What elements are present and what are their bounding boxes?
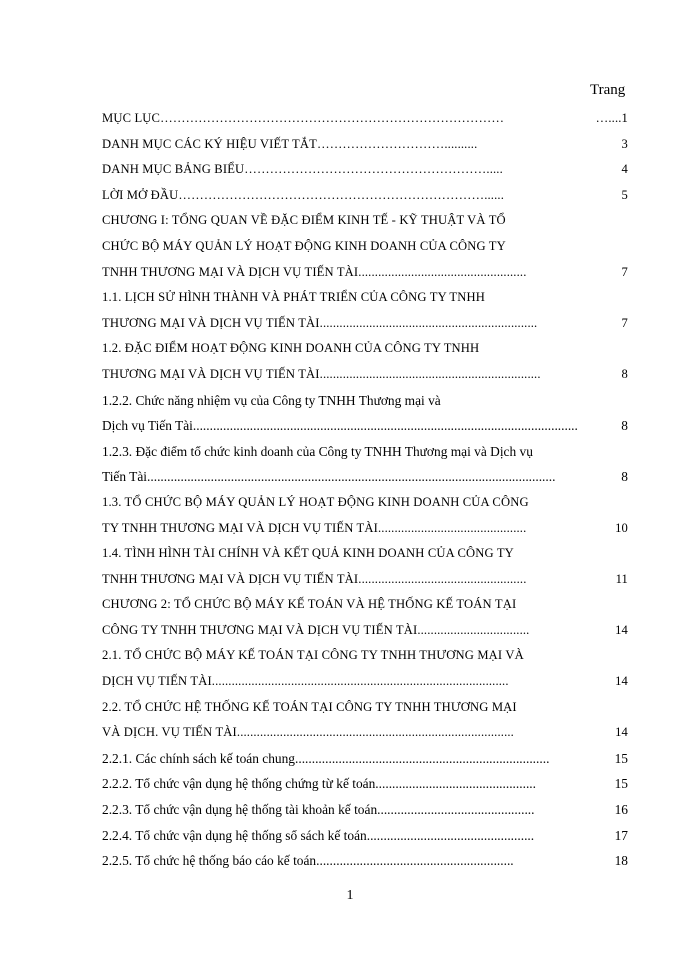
toc-page: 5 — [621, 187, 628, 202]
toc-text: 2.2.4. Tổ chức vận dụng hệ thống sổ sách kế toán — [102, 827, 367, 843]
toc-text: Tiến Tài — [102, 469, 148, 485]
toc-line — [102, 720, 628, 746]
toc-line: 1.3. TỔ CHỨC BỘ MÁY QUẢN LÝ HOẠT ĐỘNG KINH DOANH CỦA CÔNG — [102, 494, 529, 509]
toc-page: …....1 — [595, 111, 628, 125]
toc-leader: ................................................ — [375, 776, 536, 792]
toc-text: Dịch vụ Tiến Tài — [102, 418, 193, 434]
toc-line: 1.1. LỊCH SỬ HÌNH THÀNH VÀ PHÁT TRIỂN CỦA CÔNG TY TNHH — [102, 290, 485, 305]
toc-line: 2.1. TỔ CHỨC BỘ MÁY KẾ TOÁN TẠI CÔNG TY TNHH THƯƠNG MẠI VÀ — [102, 648, 524, 663]
toc-line — [102, 106, 628, 132]
toc-line — [102, 311, 628, 337]
toc-page: 15 — [614, 750, 628, 766]
toc-leader — [504, 183, 620, 209]
toc-line — [102, 618, 628, 644]
toc-line — [102, 362, 628, 388]
toc-line: 1.4. TÌNH HÌNH TÀI CHÍNH VÀ KẾT QUẢ KINH DOANH CỦA CÔNG TY — [102, 546, 514, 561]
toc-page: 7 — [621, 264, 628, 279]
toc-leader: ................................................................... — [319, 366, 541, 381]
toc-page: 3 — [621, 136, 628, 151]
toc-line — [102, 132, 628, 158]
toc-page: 8 — [621, 418, 628, 434]
toc-leader: ................................................... — [358, 571, 527, 586]
toc-page: 7 — [621, 315, 628, 330]
toc-line: CHƯƠNG 2: TỔ CHỨC BỘ MÁY KẾ TOÁN VÀ HỆ THỐNG KẾ TOÁN TẠI — [102, 597, 517, 612]
toc-line: 2.2. TỔ CHỨC HỆ THỐNG KẾ TOÁN TẠI CÔNG TY TNHH THƯƠNG MẠI — [102, 699, 517, 714]
toc-page: 8 — [621, 366, 628, 381]
toc-line — [102, 848, 628, 874]
toc-line — [102, 746, 628, 772]
toc-line: CHỨC BỘ MÁY QUẢN LÝ HOẠT ĐỘNG KINH DOANH CỦA CÔNG TY — [102, 238, 506, 253]
toc-leader: .................................. — [417, 622, 530, 637]
toc-line — [102, 797, 628, 823]
toc-page: 17 — [614, 827, 628, 843]
toc-text: 2.2.1. Các chính sách kế toán chung — [102, 750, 295, 766]
toc-line — [102, 516, 628, 542]
toc-leader: ................................................... — [358, 264, 527, 279]
toc-leader: .................................................................. — [319, 315, 538, 330]
toc-text: DANH MỤC BẢNG BIỂU…………………………………………………..... — [102, 162, 503, 177]
toc-line — [102, 413, 628, 439]
toc-page: 16 — [614, 802, 628, 818]
toc-page: 14 — [615, 725, 628, 740]
toc-text: DANH MỤC CÁC KÝ HIỆU VIẾT TẮT………………………….......... — [102, 136, 478, 151]
toc-leader: ............................................... — [377, 802, 535, 818]
toc-page: 14 — [615, 674, 628, 689]
toc-text: CÔNG TY TNHH THƯƠNG MẠI VÀ DỊCH VỤ TIẾN TÀI — [102, 622, 418, 637]
toc-text: 2.2.5. Tổ chức hệ thống báo cáo kế toán — [102, 853, 317, 869]
toc-page: 11 — [615, 571, 628, 586]
toc-line — [102, 669, 628, 695]
toc-line — [102, 183, 628, 209]
toc-page: 15 — [614, 776, 628, 792]
toc-leader: .......................................................................................... — [211, 674, 509, 689]
toc-line — [102, 567, 628, 593]
toc-leader: .................................................................................... — [236, 725, 514, 740]
toc-line — [102, 157, 628, 183]
toc-leader — [504, 106, 593, 132]
toc-text: 2.2.3. Tổ chức vận dụng hệ thống tài khoản kế toán — [102, 802, 378, 818]
toc-text: TNHH THƯƠNG MẠI VÀ DỊCH VỤ TIẾN TÀI — [102, 571, 359, 586]
toc-text: DỊCH VỤ TIẾN TÀI — [102, 674, 212, 689]
toc-line: 1.2. ĐẶC ĐIỂM HOẠT ĐỘNG KINH DOANH CỦA CÔNG TY TNHH — [102, 341, 480, 356]
toc-line — [102, 260, 628, 286]
toc-leader — [477, 132, 619, 158]
toc-line — [102, 771, 628, 797]
page-label-trang: Trang — [590, 82, 626, 98]
toc-text: MỤC LỤC……………………………………………………………………… — [102, 111, 505, 125]
toc-leader: ............................................. — [377, 520, 527, 535]
table-of-contents — [102, 106, 628, 874]
toc-line: CHƯƠNG I: TỔNG QUAN VỀ ĐẶC ĐIỂM KINH TẾ - KỸ THUẬT VÀ TỔ — [102, 213, 506, 228]
toc-page: 18 — [614, 853, 628, 869]
toc-leader: ........................................................... — [316, 853, 514, 869]
toc-text: TY TNHH THƯƠNG MẠI VÀ DỊCH VỤ TIẾN TÀI — [102, 520, 378, 535]
toc-line — [102, 464, 628, 490]
toc-leader: .......................................................................................................................... — [147, 469, 556, 485]
page-number: 1 — [346, 888, 354, 903]
toc-text: THƯƠNG MẠI VÀ DỊCH VỤ TIẾN TÀI — [102, 315, 320, 330]
toc-leader: .................................................. — [366, 827, 535, 843]
toc-page: 8 — [621, 469, 628, 485]
toc-text: THƯƠNG MẠI VÀ DỊCH VỤ TIẾN TÀI — [102, 366, 320, 381]
toc-line — [102, 823, 628, 849]
toc-leader: ............................................................................ — [295, 750, 550, 766]
toc-leader: ................................................................................................................... — [192, 418, 578, 434]
toc-line: 1.2.3. Đặc điểm tổ chức kinh doanh của Công ty TNHH Thương mại và Dịch vụ — [102, 443, 533, 459]
toc-text: 2.2.2. Tổ chức vận dụng hệ thống chứng từ kế toán — [102, 776, 376, 792]
toc-text: LỜI MỞ ĐẦU………………………………………………………………...... — [102, 187, 504, 202]
toc-text: VÀ DỊCH. VỤ TIẾN TÀI — [102, 725, 237, 740]
toc-page: 14 — [615, 622, 628, 637]
toc-page: 4 — [621, 162, 628, 177]
toc-line: 1.2.2. Chức năng nhiệm vụ của Công ty TNHH Thương mại và — [102, 392, 441, 408]
toc-page: 10 — [615, 520, 628, 535]
toc-text: TNHH THƯƠNG MẠI VÀ DỊCH VỤ TIẾN TÀI — [102, 264, 359, 279]
toc-leader — [503, 157, 620, 183]
